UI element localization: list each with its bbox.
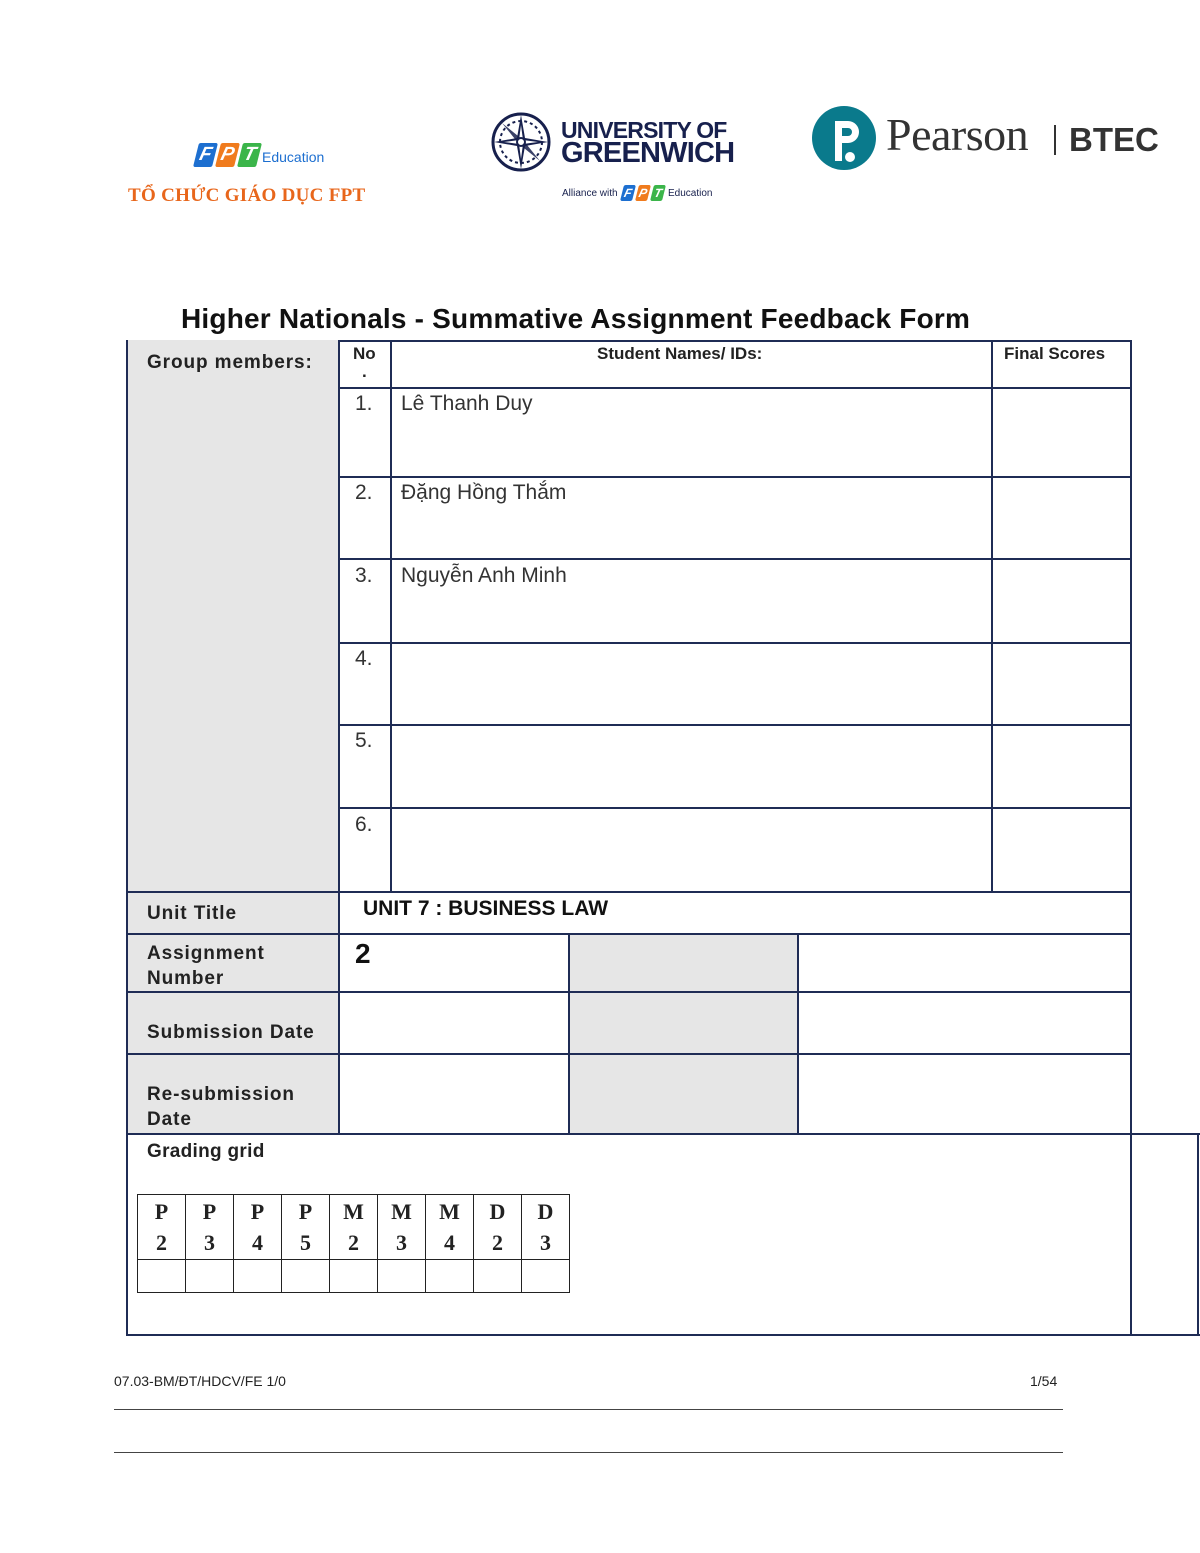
assignment-number-label-2: Number	[147, 968, 225, 989]
label-column-bg	[127, 340, 339, 1135]
grade-cell-p5: P 5	[282, 1195, 330, 1260]
fpt-badge-letter: F	[620, 185, 636, 201]
fpt-badge-letter: P	[215, 143, 240, 167]
member-no: 5.	[355, 729, 373, 752]
grade-cell-m2: M 2	[330, 1195, 378, 1260]
grade-mark-cell[interactable]	[378, 1260, 426, 1293]
member-no: 3.	[355, 564, 373, 587]
group-members-label: Group members:	[147, 352, 313, 373]
grade-cell-p3: P 3	[186, 1195, 234, 1260]
pearson-wordmark: Pearson	[886, 109, 1029, 160]
resubmission-date-label: Re-submission	[147, 1084, 295, 1105]
member-no: 6.	[355, 813, 373, 836]
footer-rule	[114, 1409, 1063, 1410]
grade-mark-cell[interactable]	[474, 1260, 522, 1293]
fpt-mini-badge	[622, 185, 664, 201]
fpt-badge-letter: F	[193, 143, 218, 167]
logo-divider	[1054, 125, 1056, 155]
resubmission-date-label-2: Date	[147, 1109, 192, 1130]
submission-date-label: Submission Date	[147, 1022, 315, 1043]
assignment-number-value: 2	[355, 938, 371, 969]
fpt-badge	[196, 143, 259, 167]
grade-cell-d3: D 3	[522, 1195, 570, 1260]
grade-mark-cell[interactable]	[282, 1260, 330, 1293]
unit-title-value: UNIT 7 : BUSINESS LAW	[363, 897, 609, 920]
grade-cell-d2: D 2	[474, 1195, 522, 1260]
fpt-org-name: TỔ CHỨC GIÁO DỤC FPT	[128, 185, 366, 206]
member-no: 4.	[355, 647, 373, 670]
scores-header: Final Scores	[1004, 344, 1106, 363]
grade-cell-p2: P 2	[138, 1195, 186, 1260]
compass-rose-icon	[490, 111, 552, 173]
btec-wordmark: BTEC	[1069, 121, 1159, 158]
grade-cell-p4: P 4	[234, 1195, 282, 1260]
member-name: Lê Thanh Duy	[401, 392, 533, 415]
member-name: Nguyễn Anh Minh	[401, 564, 567, 587]
grading-grid-table	[137, 1194, 570, 1293]
greenwich-line1: UNIVERSITY OF	[561, 117, 727, 143]
form-title: Higher Nationals - Summative Assignment Feedback Form	[181, 303, 971, 334]
alliance-text: Alliance with	[562, 188, 618, 199]
pearson-p-icon	[811, 103, 877, 173]
grade-cell-m3: M 3	[378, 1195, 426, 1260]
grading-grid-mark-row	[138, 1260, 570, 1293]
member-name: Đặng Hồng Thắm	[401, 481, 567, 504]
member-no: 1.	[355, 392, 373, 415]
fpt-education-text: Education	[262, 149, 325, 165]
grade-mark-cell[interactable]	[426, 1260, 474, 1293]
no-header: No	[353, 344, 376, 363]
footer-rule	[114, 1452, 1063, 1453]
grading-grid-label: Grading grid	[147, 1141, 265, 1162]
assignment-number-label: Assignment	[147, 943, 265, 964]
unit-title-label: Unit Title	[147, 903, 237, 924]
fpt-badge-letter: T	[237, 143, 262, 167]
shaded-column-bg	[569, 933, 798, 1135]
names-header: Student Names/ IDs:	[597, 344, 763, 363]
grade-mark-cell[interactable]	[330, 1260, 378, 1293]
footer-page-number: 1/54	[1030, 1373, 1058, 1389]
grade-cell-m4: M 4	[426, 1195, 474, 1260]
grade-mark-cell[interactable]	[234, 1260, 282, 1293]
alliance-education-text: Education	[668, 188, 713, 199]
grade-mark-cell[interactable]	[186, 1260, 234, 1293]
greenwich-line2: GREENWICH	[561, 137, 735, 169]
no-header-dot: .	[362, 362, 367, 381]
fpt-badge-letter: T	[650, 185, 666, 201]
grading-grid-header-row	[138, 1195, 570, 1260]
grade-mark-cell[interactable]	[522, 1260, 570, 1293]
member-no: 2.	[355, 481, 373, 504]
footer-doc-code: 07.03-BM/ĐT/HDCV/FE 1/0	[114, 1373, 286, 1389]
fpt-badge-letter: P	[635, 185, 651, 201]
grade-mark-cell[interactable]	[138, 1260, 186, 1293]
